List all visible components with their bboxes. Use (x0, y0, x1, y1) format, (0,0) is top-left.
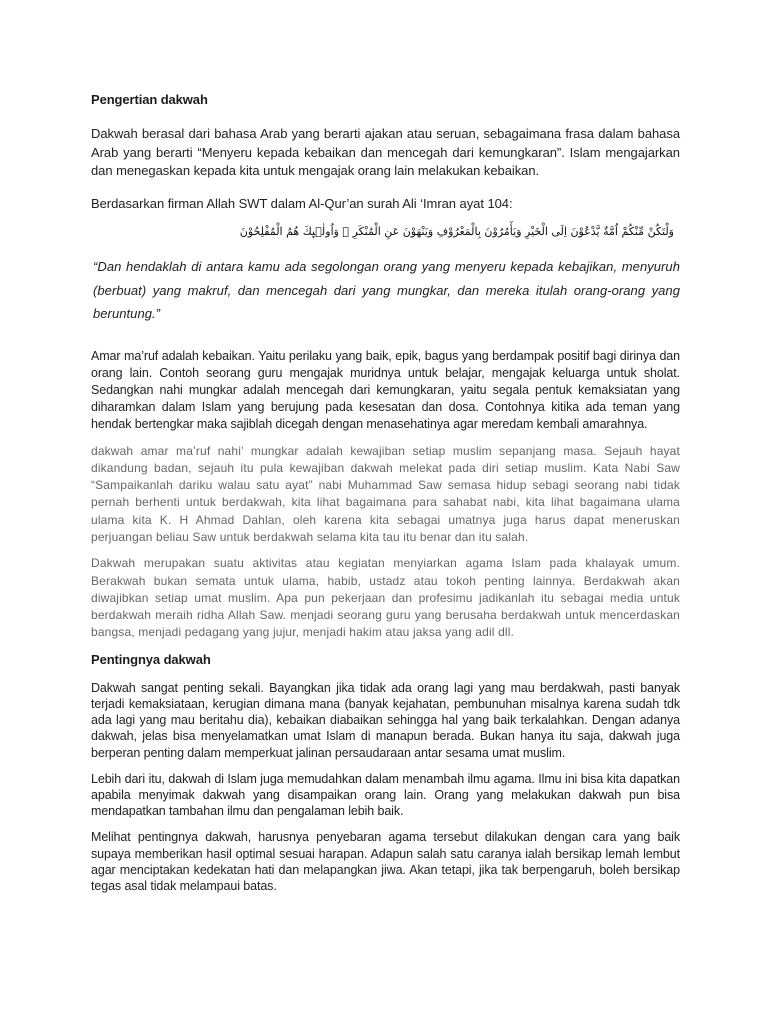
heading-pengertian-dakwah: Pengertian dakwah (91, 92, 208, 107)
paragraph-aktivitas-dakwah: Dakwah merupakan suatu aktivitas atau kegiatan menyiarkan agama Islam pada khalayak umum. Berakwah bukan semata untuk ulama, habib, ustadz atau tokoh penting lainnya. Berdakwah akan diwajibkan setiap umat muslim. Apa pun pekerjaan dan profesimu jadikanlah itu sebagai media untuk berdakwah meraih ridha Allah Saw. menjadi seorang guru yang berusaha berdakwah untuk mencerdaskan bangsa, menjadi pedagang yang jujur, menjadi hakim atau jaksa yang adil dll. (91, 556, 680, 640)
paragraph-definition: Dakwah berasal dari bahasa Arab yang berarti ajakan atau seruan, sebagaimana frasa dalam bahasa Arab yang berarti “Menyeru kepada kebaikan dan mencegah dari kemungkaran”. Islam mengajarkan dan menegaskan kepada kita untuk mengajak orang lain melakukan kebaikan. (91, 126, 680, 178)
heading-pentingnya-dakwah: Pentingnya dakwah (91, 651, 211, 667)
paragraph-penting-sekali: Dakwah sangat penting sekali. Bayangkan jika tidak ada orang lagi yang mau berdakwah, pasti banyak terjadi kemaksiataan, kerugian dimana mana (banyak kejahatan, pembunuhan misalnya karena sudah tdk ada lagi yang mau beritahu dia), kebaikan diabaikan sehingga hal yang baik terkalahkan. Dengan adanya dakwah, jelas bisa menyelamatkan umat Islam di manapun berada. Bukan hanya itu saja, dakwah juga berperan penting dalam memperkuat jalinan persaudaraan antar sesama umat muslim. (91, 680, 680, 760)
verse-translation-quote: “Dan hendaklah di antara kamu ada segolongan orang yang menyeru kepada kebajikan, menyuruh (berbuat) yang makruf, dan mencegah dari yang mungkar, dan mereka itulah orang-orang yang beruntung.” (93, 259, 680, 321)
arabic-verse: وَلْتَكُنْ مِّنْكُمْ اُمَّةٌ يَّدْعُوْنَ اِلَى الْخَيْرِ وَيَأْمُرُوْنَ بِالْمَعْرُوْفِ وَيَنْهَوْنَ عَنِ الْمُنْكَرِ ۗ وَاُولٰۤىِٕكَ هُمُ الْمُفْلِحُوْنَ (239, 225, 674, 238)
paragraph-amar-maruf: Amar ma’ruf adalah kebaikan. Yaitu perilaku yang baik, epik, bagus yang berdampak positif bagi dirinya dan orang lain. Contoh seorang guru mengajak muridnya untuk belajar, mengajak keluarga untuk sholat. Sedangkan nahi mungkar adalah mencegah dari kemungkaran, yaitu segala pentuk kemaksiatan yang diharamkan dalam Islam yang berujung pada kesesatan dan dosa. Contohnya kitika ada teman yang hendak bertengkar maka sajiblah dicegah dengan menasehatinya agar meredam kembali amarahnya. (91, 348, 680, 432)
paragraph-firman-intro: Berdasarkan firman Allah SWT dalam Al-Qur’an surah Ali ‘Imran ayat 104: (91, 195, 513, 211)
paragraph-kewajiban-dakwah: dakwah amar ma’ruf nahi’ mungkar adalah kewajiban setiap muslim sepanjang masa. Sejauh hayat dikandung badan, sejauh itu pula kewajiban dakwah melekat pada diri setiap muslim. Kata Nabi Saw “Sampaikanlah dariku walau satu ayat” nabi Muhammad Saw semasa hidup sebagi seorang nabi tidak pernah berhenti untuk berdakwah, kita lihat bagaimana para sahabat nabi, kita lihat bagaimana ulama ulama kita K. H Ahmad Dahlan, oleh karena kita sebagai umatnya juga harus dapat meneruskan perjuangan beliau Saw untuk berdakwah selama kita tau itu benar dan itu salah. (91, 443, 680, 544)
paragraph-ilmu-agama: Lebih dari itu, dakwah di Islam juga memudahkan dalam menambah ilmu agama. Ilmu ini bisa kita dapatkan apabila menyimak dakwah yang disampaikan orang lain. Orang yang melakukan dakwah pun bisa mendapatkan tambahan ilmu dan pengalaman lebih baik. (91, 771, 680, 819)
paragraph-cara-dakwah: Melihat pentingnya dakwah, harusnya penyebaran agama tersebut dilakukan dengan cara yang baik supaya memberikan hasil optimal sesuai harapan. Adapun salah satu caranya ialah bersikap lemah lembut agar menciptakan kedekatan hati dan melapangkan jiwa. Akan tetapi, jika tak berpengaruh, boleh bersikap tegas asal tidak melampaui batas. (91, 830, 680, 894)
